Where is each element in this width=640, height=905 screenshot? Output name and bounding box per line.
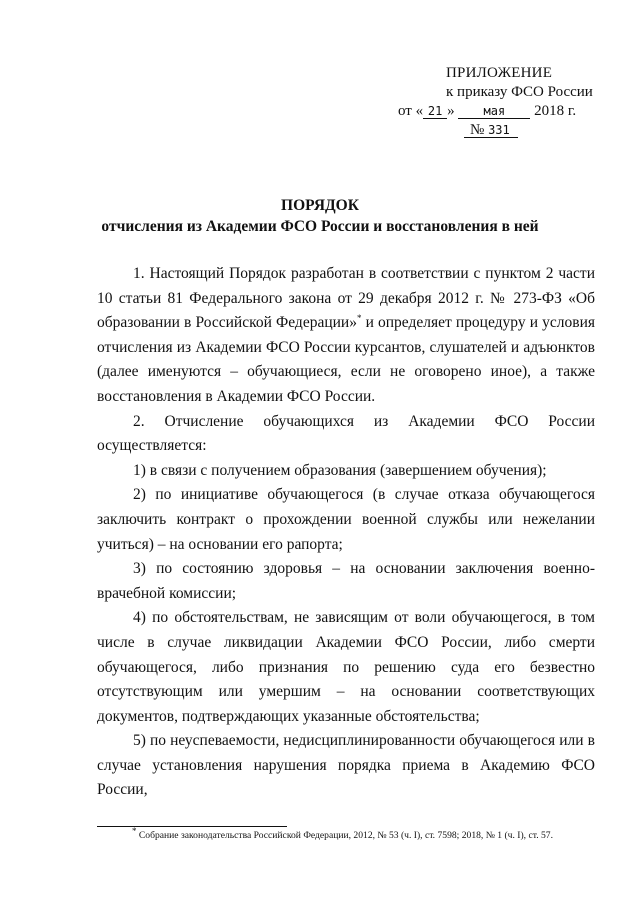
footnote-mark: * <box>132 825 137 836</box>
date-day: 21 <box>423 104 447 119</box>
footnote-text: Собрание законодательства Российской Федерации, 2012, № 53 (ч. I), ст. 7598; 2018, № 1 (ч. I), ст. 57. <box>136 830 553 841</box>
order-number-line <box>464 123 518 138</box>
document-body <box>97 262 595 803</box>
list-item-1: 1) в связи с получением образования (завершением обучения); <box>133 461 547 479</box>
number-prefix: № <box>470 122 485 138</box>
number-value: 331 <box>488 123 510 137</box>
footnote-reference: * <box>356 313 362 324</box>
paragraph-2: 2. Отчисление обучающихся из Академии ФСО России осуществляется: <box>97 412 595 455</box>
list-item-3: 3) по состоянию здоровья – на основании заключения военно-врачебной комиссии; <box>97 560 595 602</box>
paragraph-1 <box>97 262 595 410</box>
order-date <box>398 102 576 121</box>
paragraph-1-end: и определяет процедуру и условия отчисления из Академии ФСО России курсантов, слушателей и адъюнктов (далее именуются – обучающиеся, если не оговорено иное), а также восстановления в Академии ФСО России. <box>97 314 595 405</box>
list-item-5: 5) по неуспеваемости, недисциплинированности обучающегося или в случае установления нарушения порядка приема в Академию ФСО России, <box>97 732 595 799</box>
date-mid: » <box>447 103 455 119</box>
date-month: мая <box>458 104 530 119</box>
appendix-title: ПРИЛОЖЕНИЕ <box>446 65 553 81</box>
list-item-2: 2) по инициативе обучающегося (в случае отказа обучающегося заключить контракт о прохождении военной службы или нежелании учиться) – на основании его рапорта; <box>97 486 595 553</box>
list-item-4: 4) по обстоятельствам, не зависящим от воли обучающегося, в том числе в случае ликвидации Академии ФСО России, либо смерти обучающегося, либо признания по решению суда его безвестно отсутствующим или умершим – на основании соответствующих документов, подтверждающих указанные обстоятельства; <box>97 609 595 725</box>
document-title: ПОРЯДОК <box>281 197 359 214</box>
paragraph-1-start: 1. Настоящий Порядок разработан в соответствии с пунктом 2 части 10 статьи 81 Федерального закона от 29 декабря 2012 г. № 273-ФЗ «Об образовании в Российской Федерации» <box>97 265 595 332</box>
footnote <box>132 825 602 842</box>
date-year: 2018 г. <box>534 103 577 119</box>
document-subtitle: отчисления из Академии ФСО России и восстановления в ней <box>101 218 539 235</box>
order-reference: к приказу ФСО России <box>446 84 593 100</box>
order-number <box>464 121 518 140</box>
footnote-divider <box>97 826 287 827</box>
date-prefix: от « <box>398 103 424 119</box>
